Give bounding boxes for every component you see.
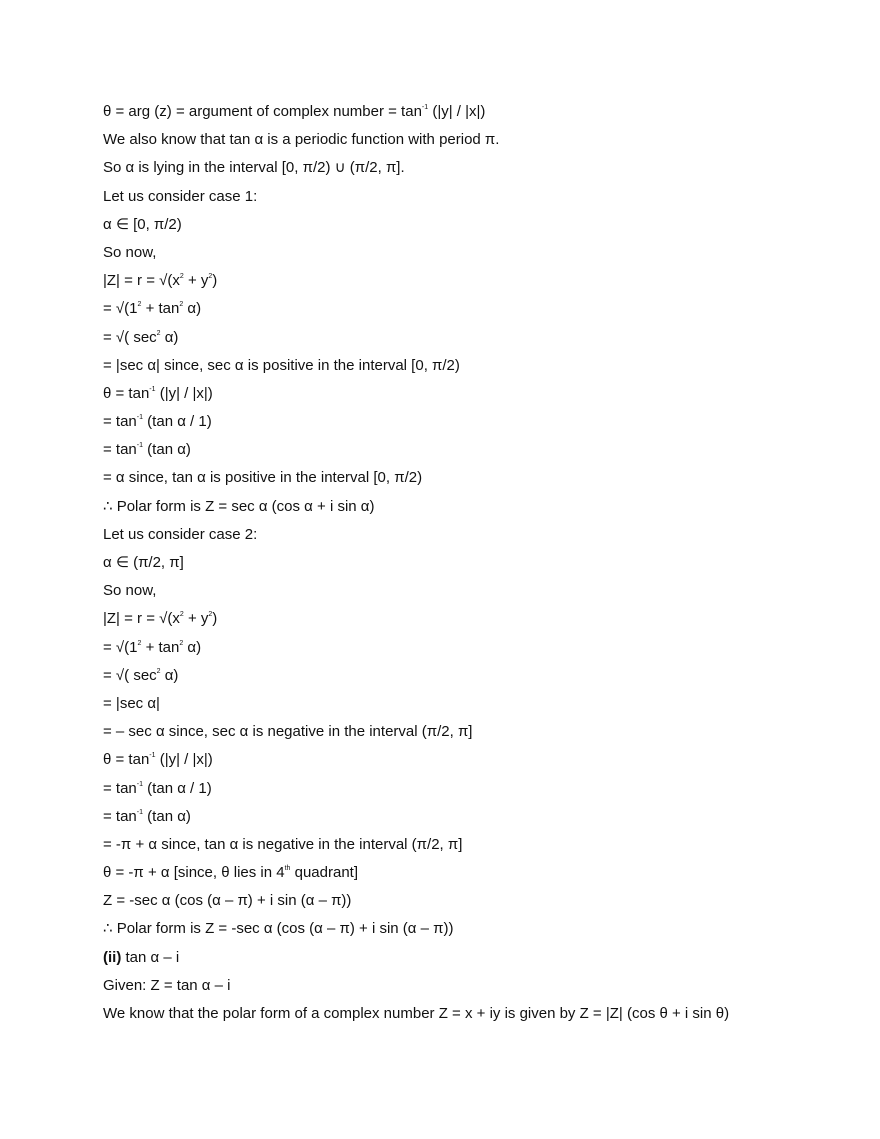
text-line: θ = -π + α [since, θ lies in 4th quadrant] [103,864,359,882]
text-line: We also know that tan α is a periodic function with period π. [103,131,500,149]
text-line: = $\tan^{-1} (\tan$ α / 1) [103,779,212,797]
text-line: So now, [103,243,157,261]
text-line: = $\tan^{-1} (\tan$ α) [103,441,191,459]
text-line: α ∈ (π/2, π] [103,554,184,571]
text-line: = $\tan^{-1} (\tan$ α / 1) [103,413,212,431]
text-line: We know that the polar form of a complex number Z = x + iy is given by Z = |Z| (cos θ + i sin θ) [103,1005,730,1022]
text-line: So now, [103,582,157,600]
text-line: $\theta = \tan^{-1} (|y| / |x|)$ [103,384,213,402]
solution-text [103,98,863,1028]
text-line: $|Z| = r = √(x^2 + y^2)$ [103,610,218,628]
text-line: = √( $\sec^2 \alpha$) [103,666,179,684]
text-line: Let us consider case 1: [103,187,258,205]
text-line: $\theta = \tan^{-1} (|y| / |x|)$ [103,751,213,769]
text-line: = – sec α since, sec α is negative in the interval (π/2, π] [103,723,473,741]
text-line: $|Z| = r = √(x^2 + y^2)$ [103,272,218,290]
text-line: = |sec α| [103,694,160,712]
text-line: Let us consider case 2: [103,525,258,543]
text-line: = |sec α| since, sec α is positive in the interval [0, π/2) [103,356,460,374]
text-line: = $√(1^2 + \tan^2 \alpha)$ [103,300,202,318]
text-line: = $\tan^{-1} (\tan$ α) [103,807,191,825]
text-line: = α since, tan α is positive in the interval [0, π/2) [103,469,423,487]
text-line: (ii) tan α – i [103,948,180,966]
text-line: α ∈ [0, π/2) [103,215,182,233]
text-line: = -π + α since, tan α is negative in the interval (π/2, π] [103,835,463,853]
text-line: = √( $\sec^2 \alpha$) [103,328,179,346]
text-line: θ = arg (z) = argument of complex number = $\tan^{-1} (|y| / |x|)$ [103,103,486,120]
text-line: ∴ Polar form is Z = -sec α (cos (α – π) + i sin (α – π)) [103,920,454,938]
text-line: ∴ Polar form is Z = sec α (cos α + i sin α) [103,497,375,515]
text-line: Given: Z = tan α – i [103,976,231,994]
text-line: Z = -sec α (cos (α – π) + i sin (α – π)) [103,892,352,910]
text-line: So α is lying in the interval [0, π/2) ∪ (π/2, π]. [103,159,405,177]
text-line: = $√(1^2 + \tan^2 \alpha)$ [103,638,202,656]
